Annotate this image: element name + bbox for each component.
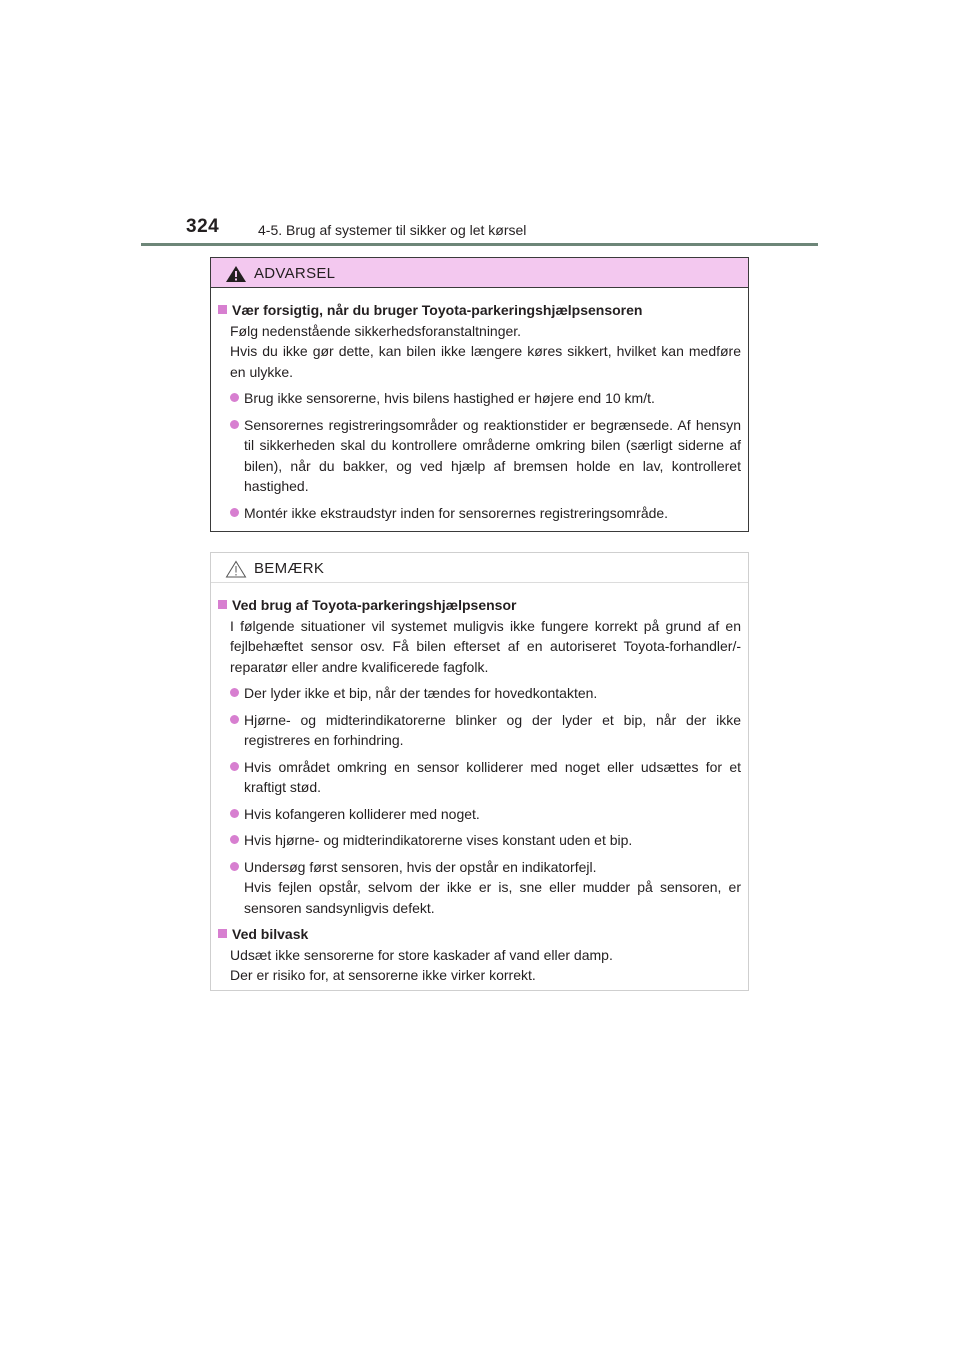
note-section-line: Der er risiko for, at sensorerne ikke virker korrekt. bbox=[230, 967, 536, 983]
bullet-line: Hvis fejlen opstår, selvom der ikke er is, sne eller mudder på sensoren, er sensoren sandsynligvis defekt. bbox=[244, 879, 741, 916]
round-bullet-icon bbox=[230, 393, 239, 402]
warning-triangle-filled-icon bbox=[225, 265, 247, 283]
header-rule bbox=[141, 243, 818, 246]
round-bullet-icon bbox=[230, 688, 239, 697]
round-bullet-icon bbox=[230, 715, 239, 724]
chapter-title: 4-5. Brug af systemer til sikker og let kørsel bbox=[258, 222, 527, 238]
round-bullet-icon bbox=[230, 809, 239, 818]
note-section-car-wash bbox=[218, 924, 741, 986]
note-box bbox=[210, 552, 749, 991]
note-section-parking-sensor bbox=[218, 595, 741, 918]
note-section-heading bbox=[218, 595, 741, 616]
warning-box bbox=[210, 257, 749, 532]
list-item: Sensorernes registreringsområder og reaktionstider er begrænsede. Af hensyn til sikkerheden skal du kontrollere områderne omkring bilen (særligt siderne af bilen), når du bakker, og ved hjælp af bremsen holde en lav, kontrolleret hastighed. bbox=[218, 415, 741, 497]
warning-intro-line: Følg nedenstående sikkerhedsforanstaltninger. bbox=[230, 322, 522, 339]
note-section-heading bbox=[218, 924, 741, 945]
list-item: Der lyder ikke et bip, når der tændes for hovedkontakten. bbox=[218, 683, 741, 704]
page-number: 324 bbox=[186, 216, 220, 237]
warning-section-heading bbox=[218, 300, 741, 321]
warning-section-title: Vær forsigtig, når du bruger Toyota-parkeringshjælpsensoren bbox=[232, 302, 643, 318]
round-bullet-icon bbox=[230, 835, 239, 844]
warning-section bbox=[218, 300, 741, 523]
square-bullet-icon bbox=[218, 929, 227, 938]
note-box-header bbox=[211, 553, 748, 583]
caution-triangle-outline-icon bbox=[225, 560, 247, 578]
warning-box-header bbox=[211, 258, 748, 288]
warning-bullet-list bbox=[218, 388, 741, 523]
square-bullet-icon bbox=[218, 600, 227, 609]
list-item: Hvis kofangeren kolliderer med noget. bbox=[218, 804, 741, 825]
round-bullet-icon bbox=[230, 762, 239, 771]
note-section-title: Ved bilvask bbox=[232, 926, 309, 942]
list-item: Hvis området omkring en sensor kolliderer med noget eller udsættes for et kraftigt stød. bbox=[218, 757, 741, 798]
note-body bbox=[211, 583, 748, 986]
note-section-title: Ved brug af Toyota-parkeringshjælpsensor bbox=[232, 597, 517, 613]
note-bullet-list bbox=[218, 683, 741, 918]
list-item: Hvis hjørne- og midterindikatorerne vises konstant uden et bip. bbox=[218, 830, 741, 851]
round-bullet-icon bbox=[230, 420, 239, 429]
list-item: Montér ikke ekstraudstyr inden for sensorernes registreringsområde. bbox=[218, 503, 741, 524]
warning-body bbox=[211, 288, 748, 523]
note-label: BEMÆRK bbox=[254, 560, 325, 577]
bullet-line: Undersøg først sensoren, hvis der opstår en indikatorfejl. bbox=[244, 858, 597, 875]
warning-label: ADVARSEL bbox=[254, 265, 336, 282]
note-section-line: Udsæt ikke sensorerne for store kaskader af vand eller damp. bbox=[230, 946, 613, 963]
list-item bbox=[218, 857, 741, 919]
list-item: Hjørne- og midterindikatorerne blinker og der lyder et bip, når der ikke registreres en forhindring. bbox=[218, 710, 741, 751]
list-item: Brug ikke sensorerne, hvis bilens hastighed er højere end 10 km/t. bbox=[218, 388, 741, 409]
round-bullet-icon bbox=[230, 862, 239, 871]
square-bullet-icon bbox=[218, 305, 227, 314]
note-section-text: I følgende situationer vil systemet muligvis ikke fungere korrekt på grund af en fejlbehæftet sensor osv. Få bilen efterset af en autoriseret Toyota-forhandler/-reparatør eller andre kvalificerede fagfolk. bbox=[230, 617, 741, 675]
round-bullet-icon bbox=[230, 508, 239, 517]
warning-intro-line: Hvis du ikke gør dette, kan bilen ikke længere køres sikkert, hvilket kan medføre en ulykke. bbox=[230, 343, 741, 380]
